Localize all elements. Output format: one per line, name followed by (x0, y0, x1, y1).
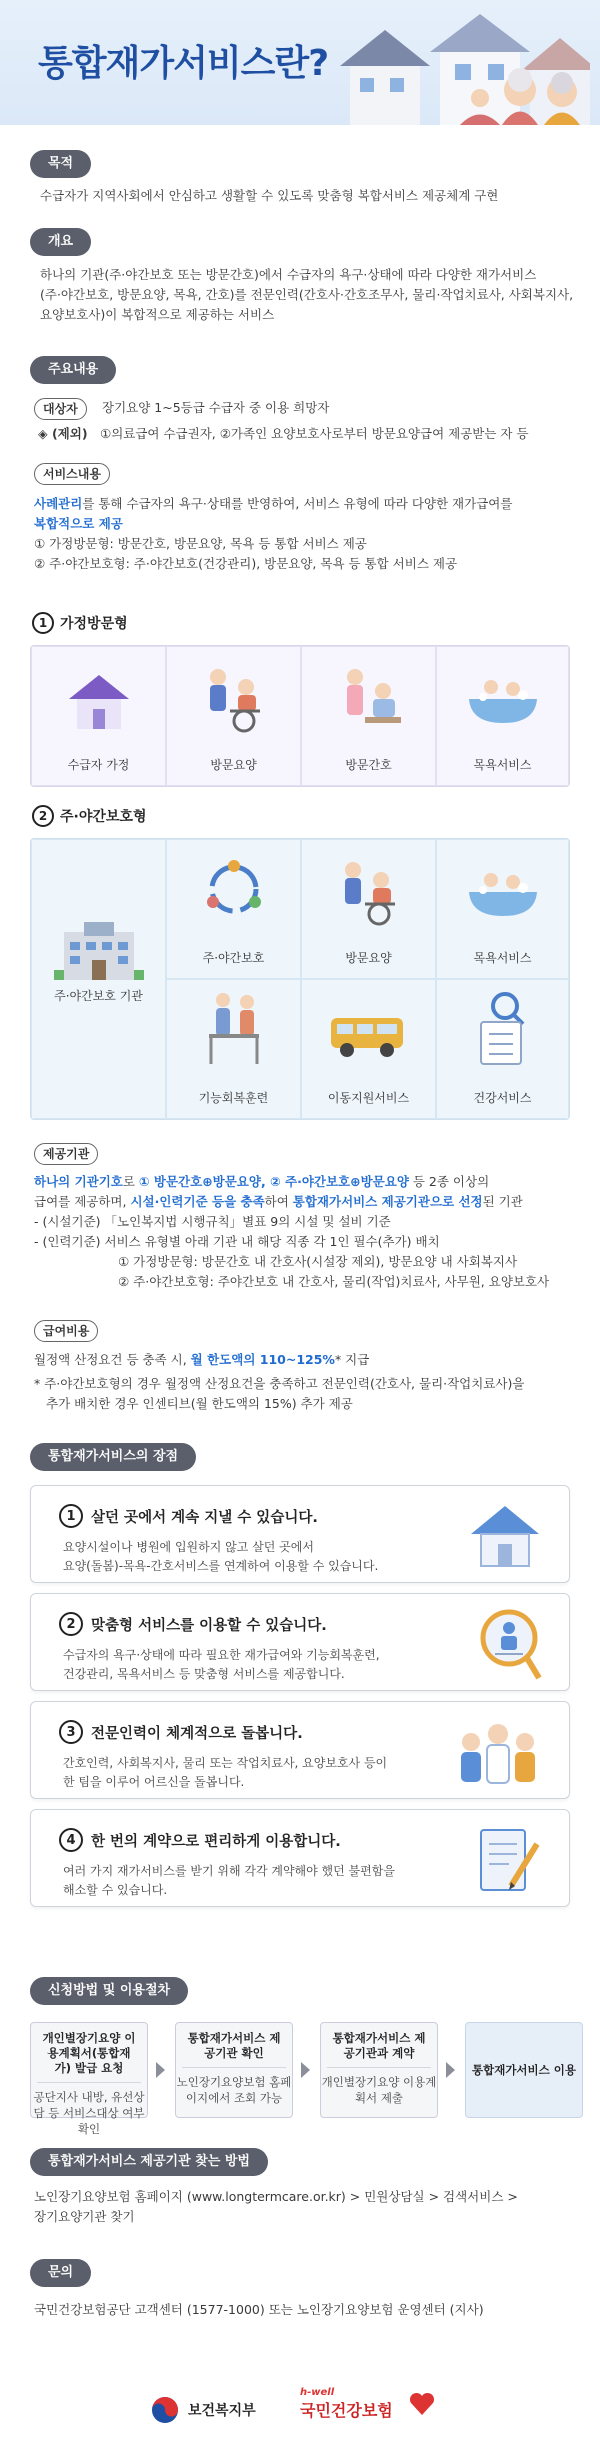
ministry-name: 보건복지부 (188, 2403, 256, 2419)
ministry-logo (150, 2395, 256, 2425)
merit-desc (63, 1862, 463, 1900)
provider-text-part: 등 2종 이상의 (408, 1174, 490, 1189)
grid-cell-label: 이동지원서비스 (327, 1091, 410, 1105)
merit-desc-line: 요양(돌봄)-목욕-간호서비스를 연계하여 이용할 수 있습니다. (63, 1559, 379, 1573)
magnifier-checklist-icon (473, 1608, 543, 1682)
house-icon (64, 669, 134, 733)
service-desc (34, 494, 512, 574)
arrow-right-icon (156, 2062, 165, 2078)
building-icon (54, 922, 144, 982)
grid-cell-home-care (166, 646, 301, 786)
grid-cell-home (31, 646, 166, 786)
overview-line: (주·야간보호, 방문요양, 목욕, 간호)를 전문인력(간호사·간호조무사, 물리·작업치료사, 사회복지사, (40, 287, 574, 302)
step-title: 통합재가서비스 제공기관과 계약 (327, 2023, 431, 2068)
caregiver-wheelchair-icon (329, 856, 409, 926)
exclude-label: ◈ (제외) (38, 426, 88, 441)
grid-cell-health (436, 979, 569, 1119)
number-badge: 3 (59, 1720, 83, 1744)
cost-badge: 급여비용 (34, 1320, 98, 1342)
main-content-label: 주요내용 (30, 356, 116, 384)
find-provider-label: 통합재가서비스 제공기관 찾는 방법 (30, 2148, 268, 2176)
overview-label: 개요 (30, 228, 91, 256)
merit-desc-line: 수급자의 욕구·상태에 따라 필요한 재가급여와 기능회복훈련, (63, 1648, 380, 1662)
merit-card (30, 1809, 570, 1907)
provider-text-part: 하여 (264, 1194, 293, 1209)
grid-cell-bath (436, 646, 569, 786)
find-provider-line: 노인장기요양보험 홈페이지 (www.longtermcare.or.kr) > 민원상담실 > 검색서비스 > (34, 2189, 518, 2204)
contract-pen-icon (473, 1824, 543, 1896)
number-badge: 2 (59, 1612, 83, 1636)
staff-standard-item: ① 가정방문형: 방문간호 내 간호사(시설장 제외), 방문요양 내 사회복지사 (118, 1254, 518, 1269)
provider-text-part: 급여를 제공하며, (34, 1194, 131, 1209)
heart-logo-icon (408, 2391, 436, 2417)
provider-combo-highlight: ① 방문간호⊕방문요양, ② 주·야간보호⊕방문요양 (138, 1174, 409, 1189)
home-visit-heading (32, 612, 128, 634)
process-step (320, 2022, 438, 2118)
merit-desc (63, 1754, 463, 1792)
taegeuk-icon (150, 2395, 180, 2425)
home-visit-title: 가정방문형 (60, 616, 128, 632)
home-visit-grid (30, 645, 570, 787)
case-management-highlight: 사례관리 (34, 496, 83, 511)
target-badge: 대상자 (34, 398, 87, 420)
merit-desc (63, 1538, 463, 1576)
step-desc: 노인장기요양보험 홈페이지에서 조회 가능 (176, 2075, 292, 2105)
cost-text-part: * 지급 (334, 1352, 370, 1367)
number-badge: 1 (32, 612, 54, 634)
merit-desc-line: 여러 가지 재가서비스를 받기 위해 각각 계약해야 했던 불편함을 (63, 1864, 395, 1878)
bathtub-icon (463, 671, 543, 731)
health-checklist-icon (471, 992, 535, 1066)
provider-code-highlight: 하나의 기관기호 (34, 1174, 123, 1189)
provider-badge: 제공기관 (34, 1143, 98, 1165)
purpose-label: 목적 (30, 150, 91, 178)
grid-cell-label: 건강서비스 (473, 1091, 532, 1105)
merit-desc-line: 요양시설이나 병원에 입원하지 않고 살던 곳에서 (63, 1540, 314, 1554)
nurse-patient-icon (329, 663, 409, 733)
merit-card (30, 1485, 570, 1583)
number-badge: 1 (59, 1504, 83, 1528)
bathtub-icon (463, 864, 543, 924)
hero-banner (0, 0, 600, 125)
provider-text-part: 된 기관 (482, 1194, 523, 1209)
provider-selected-highlight: 통합재가서비스 제공기관으로 선정 (292, 1194, 483, 1209)
houses-family-illustration (330, 8, 590, 125)
page-title: 통합재가서비스란? (38, 43, 329, 84)
care-team-icon (453, 1716, 543, 1786)
staff-standard-item: ② 주·야간보호형: 주야간보호 내 간호사, 물리(작업)치료사, 사무원, 요양보호사 (118, 1274, 550, 1289)
merits-label: 통합재가서비스의 장점 (30, 1443, 196, 1471)
contact-text: 국민건강보험공단 고객센터 (1577-1000) 또는 노인장기요양보험 운영센터 (지사) (34, 2302, 484, 2317)
complex-provision-highlight: 복합적으로 제공 (34, 516, 123, 531)
cost-text (34, 1350, 524, 1414)
merit-title (59, 1828, 341, 1852)
merit-desc-line: 해소할 수 있습니다. (63, 1883, 168, 1897)
grid-cell-label: 방문간호 (345, 758, 392, 772)
grid-cell-bath (436, 839, 569, 979)
grid-cell-home-nursing (301, 646, 436, 786)
van-icon (327, 1010, 411, 1060)
day-care-title: 주·야간보호형 (60, 809, 147, 825)
grid-cell-daycare (166, 839, 301, 979)
grid-cell-label: 기능회복훈련 (198, 1091, 269, 1105)
merit-title (59, 1720, 303, 1744)
apply-label: 신청방법 및 이용절차 (30, 1977, 188, 2005)
grid-cell-label: 수급자 가정 (67, 758, 130, 772)
day-care-heading (32, 805, 146, 827)
service-content-badge: 서비스내용 (34, 463, 110, 485)
merit-title-text: 전문인력이 체계적으로 돌봅니다. (91, 1725, 303, 1742)
merit-title (59, 1504, 318, 1528)
cost-text-part: 월정액 산정요건 등 충족 시, (34, 1352, 191, 1367)
grid-cell-label: 목욕서비스 (473, 951, 532, 965)
overview-line: 요양보호사)이 복합적으로 제공하는 서비스 (40, 307, 275, 322)
merit-title-text: 한 번의 계약으로 편리하게 이용합니다. (91, 1833, 341, 1850)
nhis-name: 국민건강보험 (300, 2401, 393, 2420)
grid-cell-label: 주·야간보호 기관 (54, 989, 143, 1003)
nhis-logo (300, 2387, 393, 2421)
arrow-right-icon (301, 2062, 310, 2078)
overview-line: 하나의 기관(주·야간보호 또는 방문간호)에서 수급자의 욕구·상태에 따라 다양한 재가서비스 (40, 267, 537, 282)
merit-desc-line: 간호인력, 사회복지사, 물리 또는 작업치료사, 요양보호사 등이 (63, 1756, 388, 1770)
find-provider-text (34, 2187, 518, 2227)
merit-desc-line: 한 팀을 이루어 어르신을 돌봅니다. (63, 1775, 245, 1789)
step-title: 개인별장기요양 이용계획서(통합재가) 발급 요청 (37, 2023, 141, 2083)
grid-cell-label: 방문요양 (345, 951, 392, 965)
step-desc: 공단지사 내방, 유선상담 등 서비스대상 여부 확인 (33, 2090, 145, 2136)
overview-text (40, 265, 573, 325)
provider-text-part: 로 (122, 1174, 139, 1189)
service-desc-text: 를 통해 수급자의 욕구·상태를 반영하여, 서비스 유형에 따라 다양한 재가급여를 (82, 496, 513, 511)
service-item: ① 가정방문형: 방문간호, 방문요양, 목욕 등 통합 서비스 제공 (34, 536, 367, 551)
merit-title (59, 1612, 327, 1636)
grid-cell-rehab (166, 979, 301, 1119)
cost-note: 추가 배치한 경우 인센티브(월 한도액의 15%) 추가 제공 (46, 1396, 353, 1411)
merit-title-text: 살던 곳에서 계속 지낼 수 있습니다. (91, 1509, 318, 1526)
merit-desc (63, 1646, 463, 1684)
staff-standard: - (인력기준) 서비스 유형별 아래 기관 내 해당 직종 각 1인 필수(추가) 배치 (34, 1234, 440, 1249)
process-step (30, 2022, 148, 2136)
merit-card (30, 1593, 570, 1691)
process-step (175, 2022, 293, 2118)
arrow-right-icon (446, 2062, 455, 2078)
step-title: 통합재가서비스 제공기관 확인 (182, 2023, 286, 2068)
grid-cell-home-care (301, 839, 436, 979)
service-item: ② 주·야간보호형: 주·야간보호(건강관리), 방문요양, 목욕 등 통합 서비스 제공 (34, 556, 458, 571)
target-text: 장기요양 1~5등급 수급자 중 이용 희망자 (102, 400, 330, 415)
provider-text (34, 1172, 549, 1292)
process-step-final: 통합재가서비스 이용 (465, 2022, 583, 2118)
cost-rate-highlight: 월 한도액의 110~125% (190, 1352, 335, 1367)
step-desc: 개인별장기요양 이용계획서 제출 (321, 2075, 437, 2105)
caregiver-wheelchair-icon (194, 663, 274, 733)
find-provider-line: 장기요양기관 찾기 (34, 2209, 135, 2224)
number-badge: 4 (59, 1828, 83, 1852)
exclude-text: ①의료급여 수급권자, ②가족인 요양보호사로부터 방문요양급여 제공받는 자 등 (100, 426, 529, 441)
day-care-grid (30, 838, 570, 1120)
footer (0, 2375, 600, 2442)
merit-title-text: 맞춤형 서비스를 이용할 수 있습니다. (91, 1617, 327, 1634)
cost-note: * 주·야간보호형의 경우 월정액 산정요건을 충족하고 전문인력(간호사, 물리·작업치료사)을 (34, 1376, 525, 1391)
grid-cell-daycare-center (31, 839, 166, 1119)
grid-cell-label: 방문요양 (210, 758, 257, 772)
merit-card (30, 1701, 570, 1799)
contact-label: 문의 (30, 2259, 91, 2287)
house-icon (467, 1500, 543, 1570)
number-badge: 2 (32, 805, 54, 827)
grid-cell-label: 목욕서비스 (473, 758, 532, 772)
merit-desc-line: 건강관리, 목욕서비스 등 맞춤형 서비스를 제공합니다. (63, 1667, 345, 1681)
grid-cell-label: 주·야간보호 (202, 951, 265, 965)
provider-standard-highlight: 시설·인력기준 등을 충족 (130, 1194, 265, 1209)
recycle-people-icon (199, 854, 269, 924)
nhis-slogan: h-well (300, 2387, 335, 2398)
grid-cell-transport (301, 979, 436, 1119)
purpose-text: 수급자가 지역사회에서 안심하고 생활할 수 있도록 맞춤형 복합서비스 제공체계 구현 (40, 188, 499, 203)
facility-standard: - (시설기준) 「노인복지법 시행규칙」별표 9의 시설 및 설비 기준 (34, 1214, 391, 1229)
walker-rehab-icon (199, 988, 269, 1068)
